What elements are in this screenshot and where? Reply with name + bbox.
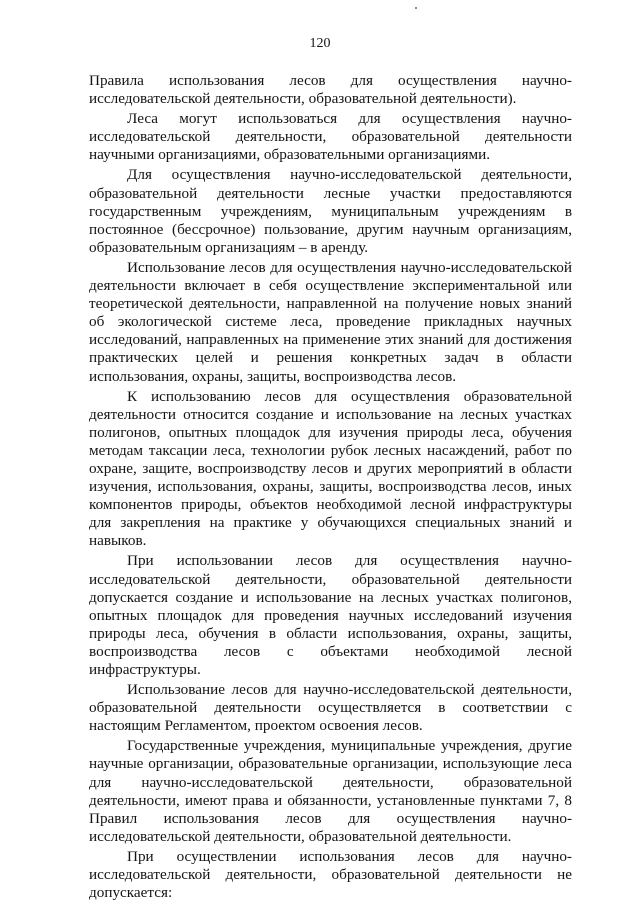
paragraph-5: К использованию лесов для осуществления образовательной деятельности относится создание и использование на лесных участках полигонов, опытных площадок для изучения природы леса, обучения методам таксации леса, технологии рубок лесных насаждений, работ по охране, защите, воспроизводству лесов и других мероприятий в области изучения, использования, охраны, защиты, воспроизводства лесов, иных компонентов природы, объектов необходимой лесной инфраструктуры для закрепления на практике у обучающихся специальных знаний и навыков.: [89, 387, 572, 550]
paragraph-8: Государственные учреждения, муниципальные учреждения, другие научные организации, образовательные организации, использующие леса для научно-исследовательской деятельности, образовательной деятельности, имеют права и обязанности, установленные пунктами 7, 8 Правил использования лесов для осуществления научно-исследовательской деятельности, образовательной деятельности.: [89, 737, 572, 845]
paragraph-9: При осуществлении использования лесов для научно-исследовательской деятельности, образовательной деятельности не допускается:: [89, 847, 572, 902]
paragraph-3: Для осуществления научно-исследовательской деятельности, образовательной деятельности лесные участки предоставляются государственным учреждениям, муниципальным учреждениям в постоянное (бессрочное) пользование, другим научным организациям, образовательным организациям – в аренду.: [89, 166, 572, 256]
page-number: 120: [309, 36, 331, 51]
paragraph-4: Использование лесов для осуществления научно-исследовательской деятельности включает в себя осуществление экспериментальной или теоретической деятельности, направленной на получение новых знаний об экологической системе леса, проведение прикладных научных исследований, направленных на применение этих знаний для достижения практических целей и решения конкретных задач в области использования, охраны, защиты, воспроизводства лесов.: [89, 258, 572, 385]
paragraph-7: Использование лесов для научно-исследовательской деятельности, образовательной деятельности осуществляется в соответствии с настоящим Регламентом, проектом освоения лесов.: [89, 681, 572, 735]
scan-speck: [415, 7, 417, 9]
paragraph-2: Леса могут использоваться для осуществления научно-исследовательской деятельности, образовательной деятельности научными организациями, образовательными организациями.: [89, 110, 572, 164]
paragraph-6: При использовании лесов для осуществления научно-исследовательской деятельности, образовательной деятельности допускается создание и использование на лесных участках полигонов, опытных площадок для проведения научных исследований изучения природы леса, обучения в области использования, охраны, защиты, воспроизводства лесов с объектами необходимой лесной инфраструктуры.: [89, 552, 572, 678]
paragraph-1: Правила использования лесов для осуществления научно-исследовательской деятельности, образовательной деятельности).: [89, 72, 572, 108]
body-text: [89, 72, 572, 904]
